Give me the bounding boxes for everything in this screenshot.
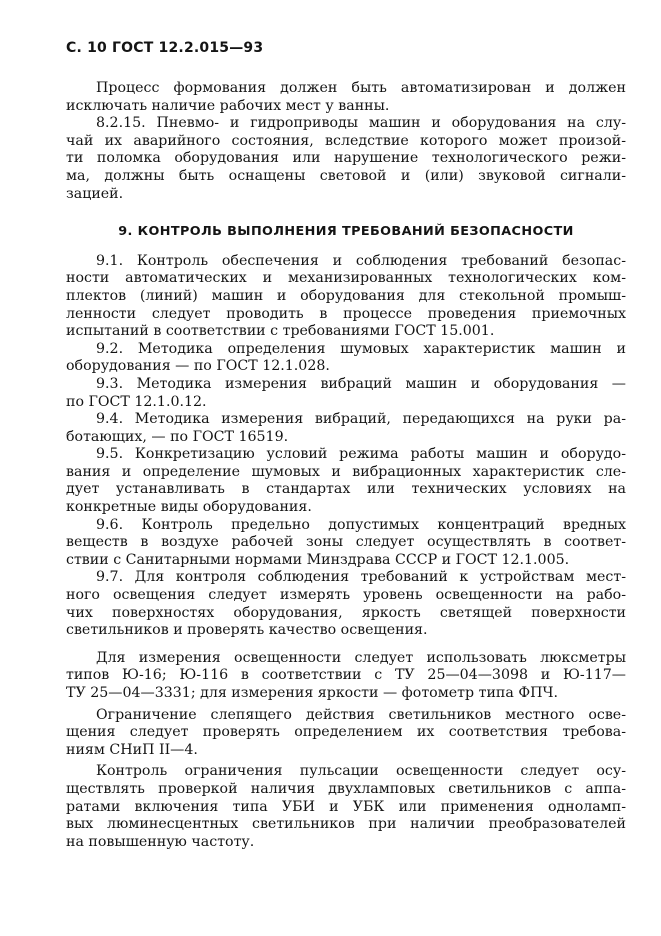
text-line: 9.7. Для контроля соблюдения требований к устройствам мест- — [96, 569, 626, 586]
section-heading: 9. КОНТРОЛЬ ВЫПОЛНЕНИЯ ТРЕБОВАНИЙ БЕЗОПАСНОСТИ — [118, 224, 574, 240]
text-line: исключать наличие рабочих мест у ванны. — [66, 97, 390, 114]
text-line: ратами включения типа УБИ и УБК или применения одноламп- — [66, 798, 626, 815]
text-line: 8.2.15. Пневмо- и гидроприводы машин и оборудования на слу- — [96, 115, 626, 132]
text-line: вания и определение шумовых и вибрационных характеристик сле- — [66, 463, 626, 480]
text-line: 9.2. Методика определения шумовых характеристик машин и — [96, 340, 626, 357]
text-line: ТУ 25—04—3331; для измерения яркости — фотометр типа ФПЧ. — [66, 685, 558, 701]
text-line: плектов (линий) машин и оборудования для стекольной промыш- — [66, 287, 626, 304]
text-line: на повышенную частоту. — [66, 833, 255, 850]
text-line: 9.1. Контроль обеспечения и соблюдения требований безопас- — [96, 252, 626, 269]
text-line: ществлять проверкой наличия двухламповых светильников с аппа- — [66, 780, 626, 797]
text-line: испытаний в соответствии с требованиями ГОСТ 15.001. — [66, 323, 495, 340]
text-line: ленности следует проводить в процессе проведения приемочных — [66, 305, 626, 322]
text-line: ма, должны быть оснащены световой и (или) звуковой сигнали- — [66, 167, 626, 184]
text-line: ти поломка оборудования или нарушение технологического режи- — [66, 150, 626, 167]
text-line: дует устанавливать в стандартах или технических условиях на — [66, 481, 626, 498]
text-line: Ограничение слепящего действия светильников местного осве- — [96, 706, 626, 723]
text-line: ниям СНиП II—4. — [66, 741, 198, 758]
text-line: вых люминесцентных светильников при наличии преобразователей — [66, 816, 626, 833]
text-line: ности автоматических и механизированных технологических ком- — [66, 270, 626, 287]
text-line: светильников и проверять качество освещения. — [66, 622, 428, 639]
text-line: Процесс формования должен быть автоматизирован и должен — [96, 80, 626, 96]
text-line: типов Ю-16; Ю-116 в соответствии с ТУ 25—04—3098 и Ю-117— — [66, 667, 626, 684]
text-line: 9.3. Методика измерения вибраций машин и оборудования — — [96, 375, 626, 392]
text-line: 9.5. Конкретизацию условий режима работы машин и оборудо- — [96, 446, 626, 463]
text-line: оборудования — по ГОСТ 12.1.028. — [66, 358, 330, 375]
page-header: С. 10 ГОСТ 12.2.015—93 — [66, 40, 264, 56]
text-line: чих поверхностях оборудования, яркость светящей поверхности — [66, 604, 626, 621]
text-line: веществ в воздухе рабочей зоны следует осуществлять в соответ- — [66, 534, 626, 551]
text-line: ного освещения следует измерять уровень освещенности на рабо- — [66, 587, 626, 604]
text-line: ботающих, — по ГОСТ 16519. — [66, 428, 289, 445]
text-line: чай их аварийного состояния, вследствие которого может произой- — [66, 132, 626, 149]
text-line: Контроль ограничения пульсации освещенности следует осу- — [96, 763, 626, 780]
text-line: зацией. — [66, 185, 124, 202]
text-line: 9.4. Методика измерения вибраций, передающихся на руки ра- — [96, 411, 626, 428]
text-line: Для измерения освещенности следует использовать люксметры — [96, 649, 626, 666]
text-line: щения следует проверять определением их соответствия требова- — [66, 724, 626, 741]
text-line: 9.6. Контроль предельно допустимых концентраций вредных — [96, 516, 626, 533]
text-line: ствии с Санитарными нормами Минздрава СССР и ГОСТ 12.1.005. — [66, 551, 570, 568]
text-line: по ГОСТ 12.1.0.12. — [66, 393, 207, 410]
text-line: конкретные виды оборудования. — [66, 499, 312, 516]
document-body — [66, 80, 626, 851]
